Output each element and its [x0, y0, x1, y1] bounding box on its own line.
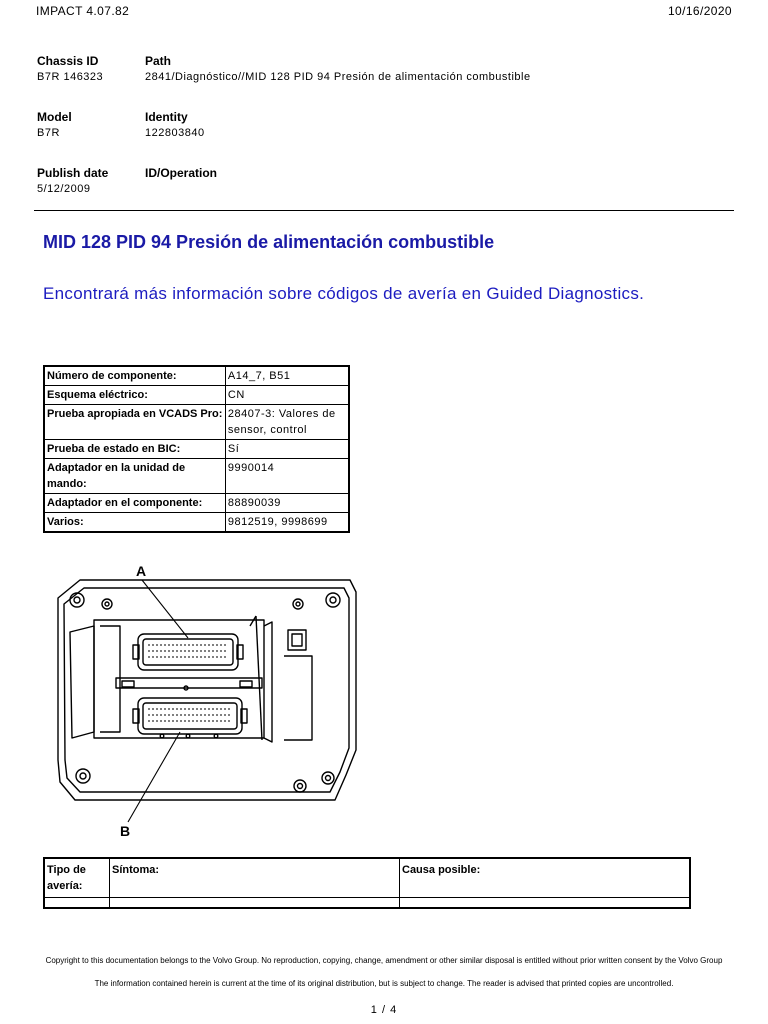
- row-key: Adaptador en la unidad de mando:: [44, 459, 225, 494]
- empty-cell: [44, 898, 110, 908]
- row-value: Sí: [225, 440, 349, 459]
- ecu-connector-illustration: [50, 560, 370, 850]
- fault-table: [43, 857, 691, 909]
- identity-value: 122803840: [145, 127, 205, 139]
- row-key: Esquema eléctrico:: [44, 386, 225, 405]
- path-label: Path: [145, 54, 172, 68]
- path-value: 2841/Diagnóstico//MID 128 PID 94 Presión de alimentación combustible: [145, 71, 531, 83]
- row-key: Adaptador en el componente:: [44, 494, 225, 513]
- col-fault-type: Tipo de avería:: [44, 858, 110, 898]
- row-value: A14_7, B51: [225, 366, 349, 386]
- table-row: [44, 386, 349, 405]
- identity-label: Identity: [145, 110, 188, 124]
- chassis-id-label: Chassis ID: [37, 54, 99, 68]
- row-value: 9990014: [225, 459, 349, 494]
- callout-a-label: A: [136, 563, 147, 579]
- empty-cell: [110, 898, 400, 908]
- empty-cell: [400, 898, 691, 908]
- header-divider: [34, 210, 734, 211]
- row-key: Prueba apropiada en VCADS Pro:: [44, 405, 225, 440]
- table-row: [44, 494, 349, 513]
- row-value: 88890039: [225, 494, 349, 513]
- row-value: 28407-3: Valores de sensor, control: [225, 405, 349, 440]
- row-key: Prueba de estado en BIC:: [44, 440, 225, 459]
- document-title: MID 128 PID 94 Presión de alimentación combustible: [43, 232, 495, 252]
- id-operation-label: ID/Operation: [145, 166, 218, 180]
- distribution-notice: The information contained herein is current at the time of its original distribution, but is subject to change. The reader is advised that printed copies are uncontrolled.: [94, 979, 674, 988]
- table-row: [44, 440, 349, 459]
- col-possible-cause: Causa posible:: [400, 858, 691, 898]
- print-date: 10/16/2020: [667, 4, 732, 18]
- app-version: IMPACT 4.07.82: [36, 4, 130, 18]
- page-number: 1 / 4: [370, 1004, 398, 1016]
- table-row: [44, 513, 349, 533]
- ecu-drawing: [50, 560, 370, 850]
- row-value: CN: [225, 386, 349, 405]
- model-value: B7R: [37, 127, 60, 139]
- col-symptom: Síntoma:: [110, 858, 400, 898]
- row-key: Número de componente:: [44, 366, 225, 386]
- copyright-notice: Copyright to this documentation belongs to the Volvo Group. No reproduction, copying, change, amendment or other similar disposal is entitled without prior written consent by the Volvo Group: [45, 956, 723, 965]
- publish-date-label: Publish date: [37, 166, 109, 180]
- table-row: [44, 459, 349, 494]
- chassis-id-value: B7R 146323: [37, 71, 104, 83]
- guided-diagnostics-note: Encontrará más información sobre códigos de avería en Guided Diagnostics.: [43, 284, 645, 303]
- table-row: [44, 898, 690, 908]
- row-key: Varios:: [44, 513, 225, 533]
- table-row: [44, 405, 349, 440]
- callout-b-label: B: [120, 823, 131, 839]
- publish-date-value: 5/12/2009: [37, 183, 91, 195]
- row-value: 9812519, 9998699: [225, 513, 349, 533]
- table-row: [44, 366, 349, 386]
- component-table: [43, 365, 350, 533]
- model-label: Model: [37, 110, 72, 124]
- table-header-row: [44, 858, 690, 898]
